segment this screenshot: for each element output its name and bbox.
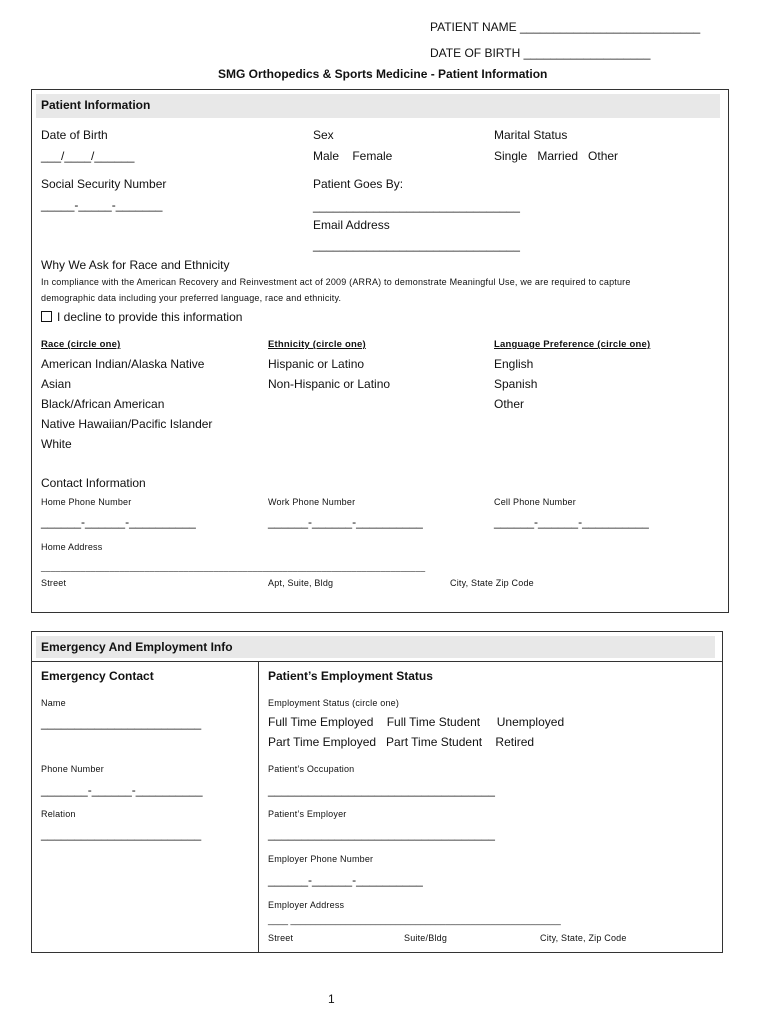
race-option[interactable]: Asian (41, 377, 72, 391)
city-state-zip-label: City, State Zip Code (450, 578, 534, 588)
patient-name-field[interactable]: PATIENT NAME ___________________________ (430, 20, 701, 34)
emergency-contact-heading: Emergency Contact (41, 669, 154, 683)
ethnicity-heading: Ethnicity (circle one) (268, 339, 366, 350)
emergency-relation-field[interactable]: ________________________ (41, 827, 202, 841)
emergency-phone-field[interactable]: _______-______-__________ (41, 783, 203, 797)
email-label: Email Address (313, 218, 390, 232)
email-field[interactable]: _______________________________ (313, 238, 520, 252)
column-divider (258, 661, 259, 952)
emergency-employment-heading: Emergency And Employment Info (41, 640, 233, 654)
emergency-phone-label: Phone Number (41, 764, 104, 774)
race-option[interactable]: Black/African American (41, 397, 165, 411)
employment-status-heading: Patient’s Employment Status (268, 669, 433, 683)
employer-suite-label: Suite/Bldg (404, 933, 448, 943)
employer-label: Patient’s Employer (268, 809, 347, 819)
employer-street-label: Street (268, 933, 294, 943)
employer-field[interactable]: __________________________________ (268, 827, 495, 841)
emergency-relation-label: Relation (41, 809, 76, 819)
occupation-field[interactable]: __________________________________ (268, 783, 495, 797)
dob-field[interactable]: ___/____/______ (41, 149, 135, 163)
race-option[interactable]: American Indian/Alaska Native (41, 357, 205, 371)
compliance-text-line2: demographic data including your preferred language, race and ethnicity. (41, 293, 342, 303)
street-label: Street (41, 578, 67, 588)
cell-phone-label: Cell Phone Number (494, 497, 576, 507)
employment-status-options-row1[interactable]: Full Time Employed Full Time Student Unemployed (268, 715, 565, 729)
ethnicity-option[interactable]: Hispanic or Latino (268, 357, 365, 371)
sex-label: Sex (313, 128, 334, 142)
language-heading: Language Preference (circle one) (494, 339, 651, 350)
work-phone-field[interactable]: ______-______-__________ (268, 515, 423, 529)
language-option[interactable]: English (494, 357, 534, 371)
emergency-name-label: Name (41, 698, 66, 708)
employer-phone-field[interactable]: ______-______-__________ (268, 873, 423, 887)
goes-by-label: Patient Goes By: (313, 177, 404, 191)
header-dob-field[interactable]: DATE OF BIRTH ___________________ (430, 46, 651, 60)
contact-info-heading: Contact Information (41, 476, 146, 490)
race-ethnicity-heading: Why We Ask for Race and Ethnicity (41, 258, 230, 272)
patient-information-heading: Patient Information (41, 98, 151, 112)
marital-status-label: Marital Status (494, 128, 568, 142)
employment-status-options-row2[interactable]: Part Time Employed Part Time Student Retired (268, 735, 535, 749)
work-phone-label: Work Phone Number (268, 497, 356, 507)
patient-information-section (31, 89, 729, 613)
page-title: SMG Orthopedics & Sports Medicine - Patient Information (218, 67, 548, 81)
language-option[interactable]: Other (494, 397, 525, 411)
decline-option[interactable] (41, 310, 242, 324)
employer-address-field[interactable]: ____ ______________________________________________________ (268, 915, 561, 925)
decline-label: I decline to provide this information (57, 310, 243, 324)
home-phone-label: Home Phone Number (41, 497, 132, 507)
employer-phone-label: Employer Phone Number (268, 854, 374, 864)
home-address-label: Home Address (41, 542, 103, 552)
decline-checkbox[interactable] (41, 311, 52, 322)
employer-address-label: Employer Address (268, 900, 345, 910)
dob-label: Date of Birth (41, 128, 108, 142)
employer-city-label: City, State, Zip Code (540, 933, 627, 943)
page-number: 1 (328, 992, 335, 1006)
apt-label: Apt, Suite, Bldg (268, 578, 334, 588)
emergency-name-field[interactable]: ________________________ (41, 716, 202, 730)
race-option[interactable]: White (41, 437, 72, 451)
employment-status-label: Employment Status (circle one) (268, 698, 400, 708)
cell-phone-field[interactable]: ______-______-__________ (494, 515, 649, 529)
race-option[interactable]: Native Hawaiian/Pacific Islander (41, 417, 213, 431)
compliance-text-line1: In compliance with the American Recovery and Reinvestment act of 2009 (ARRA) to demonstrate Meaningful Use, we are required to capture (41, 277, 631, 287)
ethnicity-option[interactable]: Non-Hispanic or Latino (268, 377, 391, 391)
race-heading: Race (circle one) (41, 339, 121, 350)
occupation-label: Patient’s Occupation (268, 764, 355, 774)
goes-by-field[interactable]: _______________________________ (313, 199, 520, 213)
home-address-field[interactable]: ______________________________________________________________________________ (41, 562, 426, 572)
home-phone-field[interactable]: ______-______-__________ (41, 515, 196, 529)
language-option[interactable]: Spanish (494, 377, 538, 391)
marital-status-options[interactable]: Single Married Other (494, 149, 619, 163)
ssn-field[interactable]: _____-_____-_______ (41, 198, 163, 212)
section-divider (32, 661, 722, 662)
sex-options[interactable]: Male Female (313, 149, 393, 163)
ssn-label: Social Security Number (41, 177, 167, 191)
